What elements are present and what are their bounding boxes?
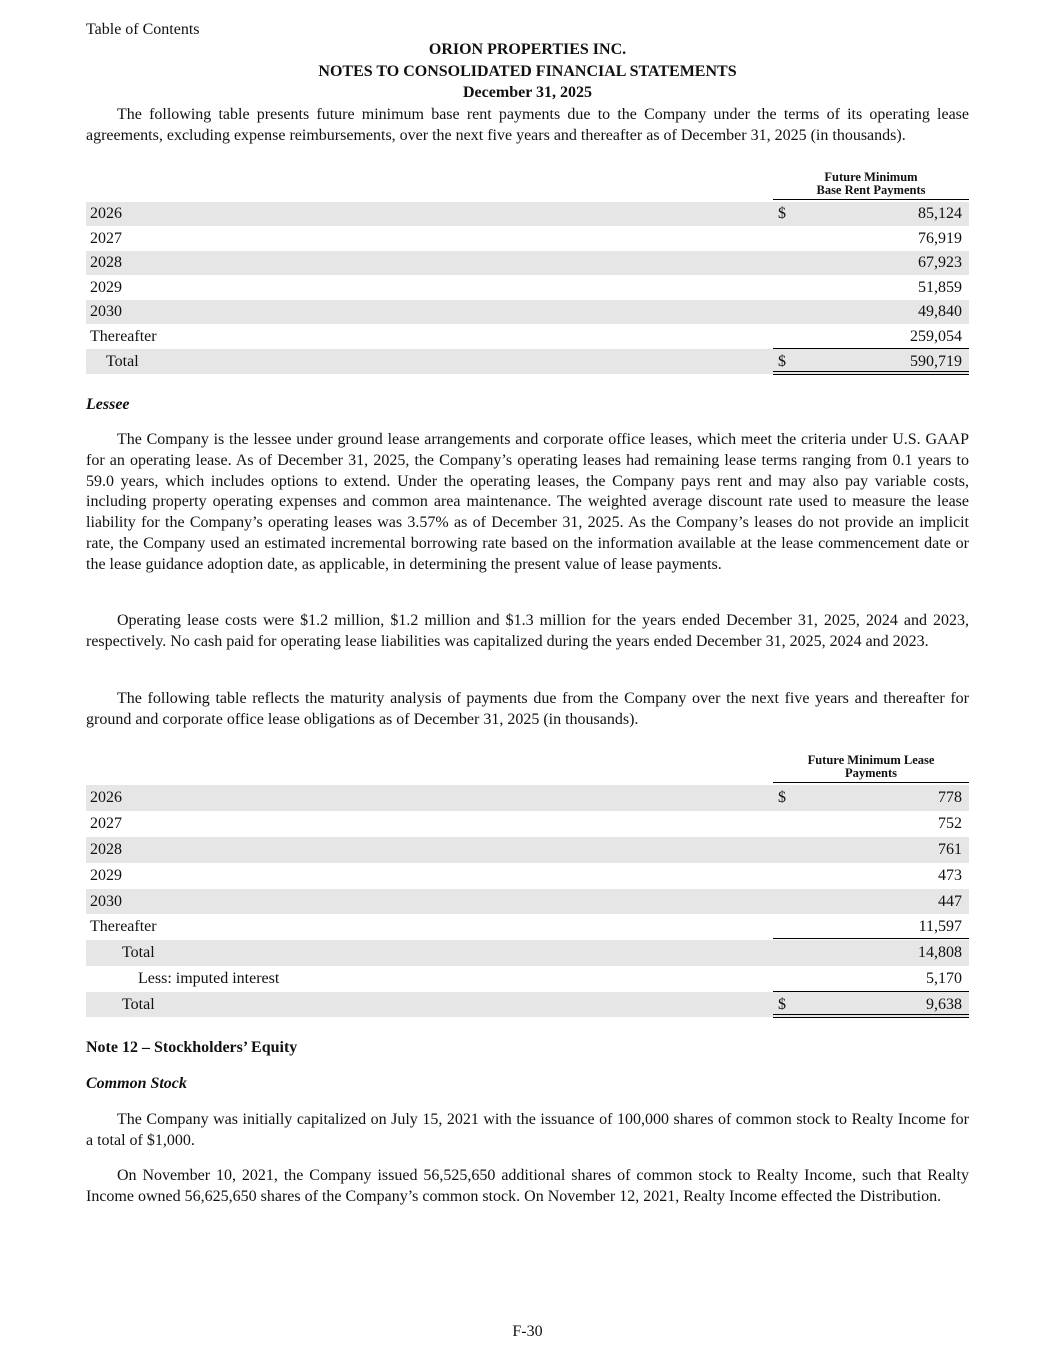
table-row-subtotal: [86, 940, 969, 966]
row-value: 9,638: [926, 996, 962, 1013]
statement-date: December 31, 2025: [463, 84, 592, 101]
row-label: 2027: [90, 815, 122, 832]
row-label: Total: [122, 944, 155, 961]
row-value: 11,597: [918, 918, 962, 935]
row-value: 447: [938, 893, 962, 910]
row-value: 590,719: [910, 353, 962, 370]
dollar-sign: $: [778, 789, 786, 806]
table2-column-header-line2: Payments: [844, 766, 898, 780]
total-top-rule: [773, 348, 969, 349]
dollar-sign: $: [778, 353, 786, 370]
row-value: 752: [938, 815, 962, 832]
row-value: 76,919: [918, 230, 962, 247]
row-value: 778: [938, 789, 962, 806]
table-of-contents-link[interactable]: Table of Contents: [86, 21, 200, 38]
note12-paragraph-2: On November 10, 2021, the Company issued 56,525,650 additional shares of common stock to Realty Income, such that Realty Income owned 56,625,650 shares of the Company’s common stock. On November 12, 2021, Realty Income effected the Distribution.: [86, 1167, 969, 1205]
table-row: [86, 300, 969, 324]
row-label: 2029: [90, 867, 122, 884]
table-row: [86, 202, 969, 226]
table1-column-header-line2: Base Rent Payments: [816, 183, 926, 197]
table-row: [86, 889, 969, 914]
row-label: Total: [122, 996, 155, 1013]
total-double-rule: [773, 1014, 969, 1018]
lessee-paragraph-1: The Company is the lessee under ground lease arrangements and corporate office leases, which meet the criteria under U.S. GAAP for an operating lease. As of December 31, 2025, the Company’s operating leases had remaining lease terms ranging from 0.1 years to 59.0 years, which includes options to extend. Under the operating leases, the Company pays rent and may also pay variable costs, including property operating expenses and common area maintenance. The weighted average discount rate used to measure the lease liability for the Company’s operating leases was 3.57% as of December 31, 2025. As the Company’s leases do not provide an implicit rate, the Company used an estimated incremental borrowing rate based on the information available at the lease commencement date or the lease guidance adoption date, as applicable, in determining the present value of lease payments.: [86, 431, 969, 573]
row-value: 761: [938, 841, 962, 858]
table-row: [86, 251, 969, 275]
row-label: 2029: [90, 279, 122, 296]
page-number: F-30: [512, 1323, 543, 1340]
table-row: [86, 785, 969, 811]
lessee-paragraph-2: Operating lease costs were $1.2 million, $1.2 million and $1.3 million for the years ended December 31, 2025, 2024 and 2023, respectively. No cash paid for operating lease liabilities was capitalized during the years ended December 31, 2025, 2024 and 2023.: [86, 612, 969, 650]
table2-column-header: [773, 754, 969, 783]
common-stock-heading: Common Stock: [86, 1075, 187, 1092]
row-value: 14,808: [918, 944, 962, 961]
row-value: 51,859: [918, 279, 962, 296]
row-label: Thereafter: [90, 328, 157, 345]
table-row: [86, 837, 969, 863]
statement-title: NOTES TO CONSOLIDATED FINANCIAL STATEMENTS: [318, 63, 737, 80]
row-label: 2028: [90, 841, 122, 858]
table-row: [86, 226, 969, 251]
table-row-total: [86, 349, 969, 374]
row-label: 2028: [90, 254, 122, 271]
row-value: 5,170: [926, 970, 962, 987]
table-row: [86, 914, 969, 940]
subtotal-top-rule: [773, 938, 969, 939]
row-value: 49,840: [918, 303, 962, 320]
table-row: [86, 966, 969, 992]
total-top-rule: [773, 991, 969, 992]
lessee-heading: Lessee: [86, 396, 130, 413]
dollar-sign: $: [778, 996, 786, 1013]
row-value: 85,124: [918, 205, 962, 222]
table-row: [86, 324, 969, 349]
note12-heading: Note 12 – Stockholders’ Equity: [86, 1039, 298, 1056]
note12-paragraph-1: The Company was initially capitalized on July 15, 2021 with the issuance of 100,000 shares of common stock to Realty Income for a total of $1,000.: [86, 1111, 969, 1149]
table-row: [86, 275, 969, 300]
lessee-paragraph-3: The following table reflects the maturity analysis of payments due from the Company over the next five years and thereafter for ground and corporate office lease obligations as of December 31, 2025 (in thousands).: [86, 690, 969, 728]
row-label: 2027: [90, 230, 122, 247]
row-value: 259,054: [910, 328, 962, 345]
intro-paragraph: The following table presents future minimum base rent payments due to the Company under the terms of its operating lease agreements, excluding expense reimbursements, over the next five years and thereafter as of December 31, 2025 (in thousands).: [86, 106, 969, 144]
table-row: [86, 811, 969, 837]
row-label: 2026: [90, 789, 122, 806]
row-value: 473: [938, 867, 962, 884]
row-label: 2026: [90, 205, 122, 222]
dollar-sign: $: [778, 205, 786, 222]
row-value: 67,923: [918, 254, 962, 271]
table1-column-header: [773, 171, 969, 200]
row-label: Thereafter: [90, 918, 157, 935]
table-row: [86, 863, 969, 889]
row-label: Less: imputed interest: [138, 970, 280, 987]
row-label: 2030: [90, 893, 122, 910]
table2-column-header-line1: Future Minimum Lease: [807, 753, 935, 767]
row-label: 2030: [90, 303, 122, 320]
row-label: Total: [106, 353, 139, 370]
table-row-total: [86, 992, 969, 1017]
table1-column-header-line1: Future Minimum: [824, 170, 918, 184]
company-name: ORION PROPERTIES INC.: [428, 41, 627, 58]
total-double-rule: [773, 371, 969, 375]
